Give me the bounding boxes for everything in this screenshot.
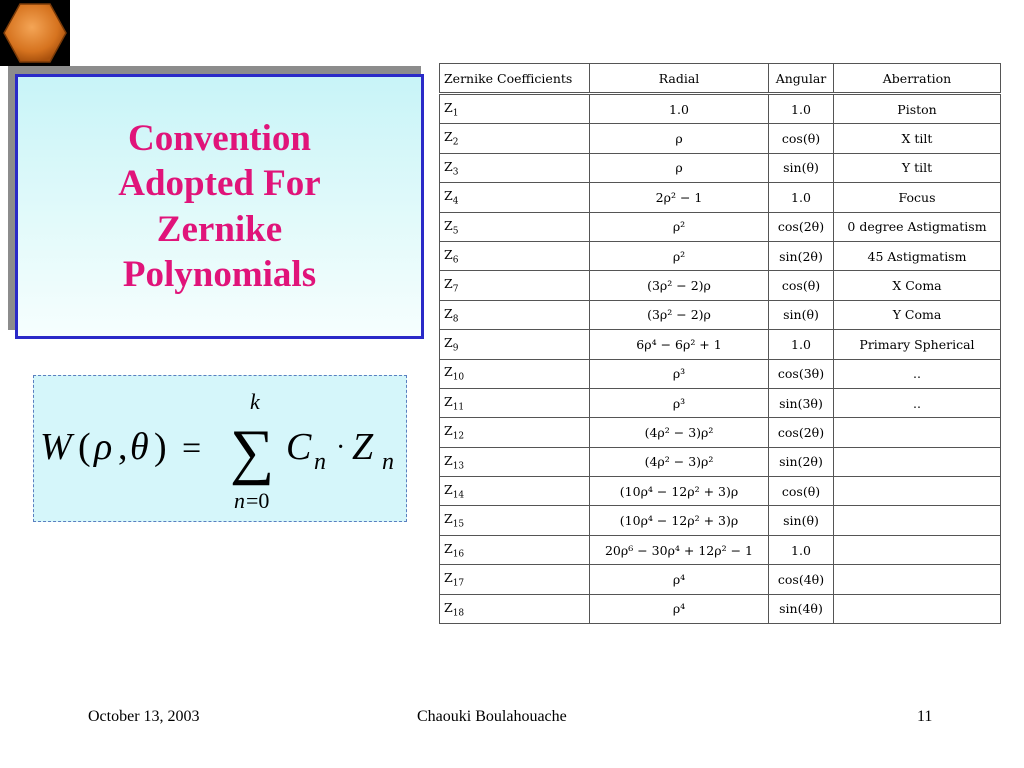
coefficient-cell	[440, 565, 590, 594]
table-row	[440, 212, 1001, 241]
coefficient-index: 12	[452, 431, 465, 442]
angular-cell: sin(4θ)	[769, 594, 834, 623]
radial-cell: 2ρ² − 1	[590, 183, 769, 212]
svg-text:ρ: ρ	[94, 426, 113, 468]
aberration-cell: 45 Astigmatism	[834, 241, 1001, 270]
aberration-cell: Primary Spherical	[834, 330, 1001, 359]
aberration-cell: Y Coma	[834, 300, 1001, 329]
svg-text:·: ·	[336, 432, 346, 463]
radial-cell: 1.0	[590, 94, 769, 124]
coefficient-cell	[440, 388, 590, 417]
slide-title	[118, 116, 320, 297]
footer-author: Chaouki Boulahouache	[417, 708, 567, 725]
coefficient-cell	[440, 330, 590, 359]
aberration-cell: Focus	[834, 183, 1001, 212]
aberration-cell	[834, 418, 1001, 447]
radial-cell: ρ⁴	[590, 565, 769, 594]
coefficient-symbol: Z	[444, 599, 453, 615]
angular-cell: cos(2θ)	[769, 212, 834, 241]
svg-text:θ: θ	[130, 426, 149, 468]
formula-equation	[34, 376, 406, 521]
coefficient-index: 5	[452, 226, 459, 236]
formula-box	[33, 375, 407, 522]
title-line: Convention	[128, 118, 311, 160]
svg-text:=0: =0	[246, 488, 270, 513]
aberration-cell: X Coma	[834, 271, 1001, 300]
radial-cell: ρ³	[590, 359, 769, 388]
title-line: Adopted For	[118, 163, 321, 205]
coefficient-symbol: Z	[444, 540, 453, 556]
coefficient-cell	[440, 183, 590, 212]
svg-text:): )	[154, 426, 167, 468]
coefficient-symbol: Z	[444, 393, 453, 409]
angular-cell: sin(θ)	[769, 153, 834, 182]
table-row	[440, 535, 1001, 564]
coefficient-cell	[440, 212, 590, 241]
coefficient-cell	[440, 477, 590, 506]
coefficient-index: 6	[452, 255, 459, 266]
coefficient-cell	[440, 94, 590, 124]
table-row	[440, 300, 1001, 329]
angular-cell: 1.0	[769, 94, 834, 124]
coefficient-index: 7	[452, 284, 459, 295]
angular-cell: cos(θ)	[769, 124, 834, 153]
table-row	[440, 241, 1001, 270]
angular-cell: cos(θ)	[769, 271, 834, 300]
radial-cell: (10ρ⁴ − 12ρ² + 3)ρ	[590, 477, 769, 506]
radial-cell: (3ρ² − 2)ρ	[590, 271, 769, 300]
header-coefficients: Zernike Coefficients	[440, 64, 590, 94]
coefficient-index: 3	[452, 167, 459, 178]
coefficient-index: 4	[452, 196, 459, 207]
coefficient-index: 13	[452, 461, 465, 472]
aberration-cell: Piston	[834, 94, 1001, 124]
coefficient-index: 15	[452, 519, 465, 530]
coefficient-symbol: Z	[444, 570, 453, 586]
zernike-table	[439, 63, 1001, 624]
coefficient-symbol: Z	[444, 511, 453, 527]
coefficient-cell	[440, 359, 590, 388]
coefficient-cell	[440, 447, 590, 476]
coefficient-index: 14	[452, 490, 465, 501]
angular-cell: cos(4θ)	[769, 565, 834, 594]
header-angular: Angular	[769, 64, 834, 94]
table-row	[440, 418, 1001, 447]
title-box	[15, 74, 424, 339]
aberration-cell	[834, 506, 1001, 535]
angular-cell: cos(θ)	[769, 477, 834, 506]
coefficient-index: 1	[452, 108, 459, 119]
coefficient-index: 11	[452, 402, 465, 413]
coefficient-cell	[440, 241, 590, 270]
aberration-cell: Y tilt	[834, 153, 1001, 182]
coefficient-index: 8	[452, 314, 459, 325]
aberration-cell	[834, 477, 1001, 506]
table-row	[440, 94, 1001, 124]
radial-cell: (3ρ² − 2)ρ	[590, 300, 769, 329]
coefficient-index: 16	[452, 549, 465, 560]
title-line: Polynomials	[122, 253, 317, 295]
footer-date: October 13, 2003	[88, 708, 200, 725]
coefficient-index: 9	[452, 343, 459, 354]
angular-cell: 1.0	[769, 535, 834, 564]
coefficient-cell	[440, 300, 590, 329]
table-row	[440, 447, 1001, 476]
svg-text:(: (	[78, 426, 91, 468]
angular-cell: sin(2θ)	[769, 447, 834, 476]
coefficient-cell	[440, 506, 590, 535]
radial-cell: ρ⁴	[590, 594, 769, 623]
aberration-cell	[834, 594, 1001, 623]
angular-cell: 1.0	[769, 183, 834, 212]
coefficient-symbol: Z	[444, 452, 453, 468]
coefficient-cell	[440, 594, 590, 623]
coefficient-cell	[440, 124, 590, 153]
coefficient-cell	[440, 153, 590, 182]
coefficient-index: 18	[452, 608, 465, 619]
angular-cell: 1.0	[769, 330, 834, 359]
coefficient-symbol: Z	[444, 99, 453, 115]
coefficient-symbol: Z	[444, 246, 453, 262]
table-row	[440, 388, 1001, 417]
radial-cell: ρ²	[590, 212, 769, 241]
radial-cell: 6ρ⁴ − 6ρ² + 1	[590, 330, 769, 359]
angular-cell: sin(2θ)	[769, 241, 834, 270]
svg-text:C: C	[286, 426, 312, 468]
svg-text:Z: Z	[352, 426, 374, 468]
svg-text:∑: ∑	[230, 418, 275, 486]
footer-page-number: 11	[917, 708, 933, 725]
coefficient-symbol: Z	[444, 276, 453, 292]
coefficient-index: 10	[452, 372, 465, 383]
aberration-cell: X tilt	[834, 124, 1001, 153]
radial-cell: ρ³	[590, 388, 769, 417]
svg-text:n: n	[314, 449, 326, 475]
svg-text:n: n	[234, 488, 245, 513]
coefficient-symbol: Z	[444, 188, 453, 204]
coefficient-symbol: Z	[444, 423, 453, 439]
table-row	[440, 359, 1001, 388]
aberration-cell	[834, 447, 1001, 476]
aberration-cell: ..	[834, 359, 1001, 388]
aberration-cell	[834, 565, 1001, 594]
coefficient-index: 17	[452, 578, 465, 589]
radial-cell: ρ²	[590, 241, 769, 270]
table-row	[440, 330, 1001, 359]
coefficient-symbol: Z	[444, 482, 453, 498]
svg-text:,: ,	[118, 426, 128, 468]
angular-cell: sin(3θ)	[769, 388, 834, 417]
logo	[0, 0, 70, 66]
table-row	[440, 506, 1001, 535]
angular-cell: sin(θ)	[769, 506, 834, 535]
header-aberration: Aberration	[834, 64, 1001, 94]
title-line: Zernike	[156, 208, 283, 250]
formula-equals: =	[182, 430, 202, 467]
coefficient-cell	[440, 418, 590, 447]
table-row	[440, 124, 1001, 153]
aberration-cell: ..	[834, 388, 1001, 417]
table-row	[440, 183, 1001, 212]
radial-cell: (4ρ² − 3)ρ²	[590, 447, 769, 476]
table-row	[440, 153, 1001, 182]
radial-cell: ρ	[590, 153, 769, 182]
coefficient-symbol: Z	[444, 129, 453, 145]
angular-cell: cos(2θ)	[769, 418, 834, 447]
table-row	[440, 271, 1001, 300]
coefficient-symbol: Z	[444, 364, 453, 380]
coefficient-symbol: Z	[444, 217, 453, 233]
table-header-row	[440, 64, 1001, 94]
angular-cell: sin(θ)	[769, 300, 834, 329]
radial-cell: (10ρ⁴ − 12ρ² + 3)ρ	[590, 506, 769, 535]
table-row	[440, 565, 1001, 594]
radial-cell: ρ	[590, 124, 769, 153]
coefficient-symbol: Z	[444, 305, 453, 321]
table-row	[440, 594, 1001, 623]
coefficient-index: 2	[452, 137, 459, 148]
angular-cell: cos(3θ)	[769, 359, 834, 388]
table-row	[440, 477, 1001, 506]
sum-upper-limit: k	[250, 389, 260, 414]
coefficient-symbol: Z	[444, 158, 453, 174]
radial-cell: 20ρ⁶ − 30ρ⁴ + 12ρ² − 1	[590, 535, 769, 564]
coefficient-cell	[440, 271, 590, 300]
svg-text:W: W	[40, 426, 72, 468]
header-radial: Radial	[590, 64, 769, 94]
svg-text:n: n	[382, 449, 394, 475]
radial-cell: (4ρ² − 3)ρ²	[590, 418, 769, 447]
coefficient-symbol: Z	[444, 335, 453, 351]
coefficient-cell	[440, 535, 590, 564]
aberration-cell: 0 degree Astigmatism	[834, 212, 1001, 241]
aberration-cell	[834, 535, 1001, 564]
